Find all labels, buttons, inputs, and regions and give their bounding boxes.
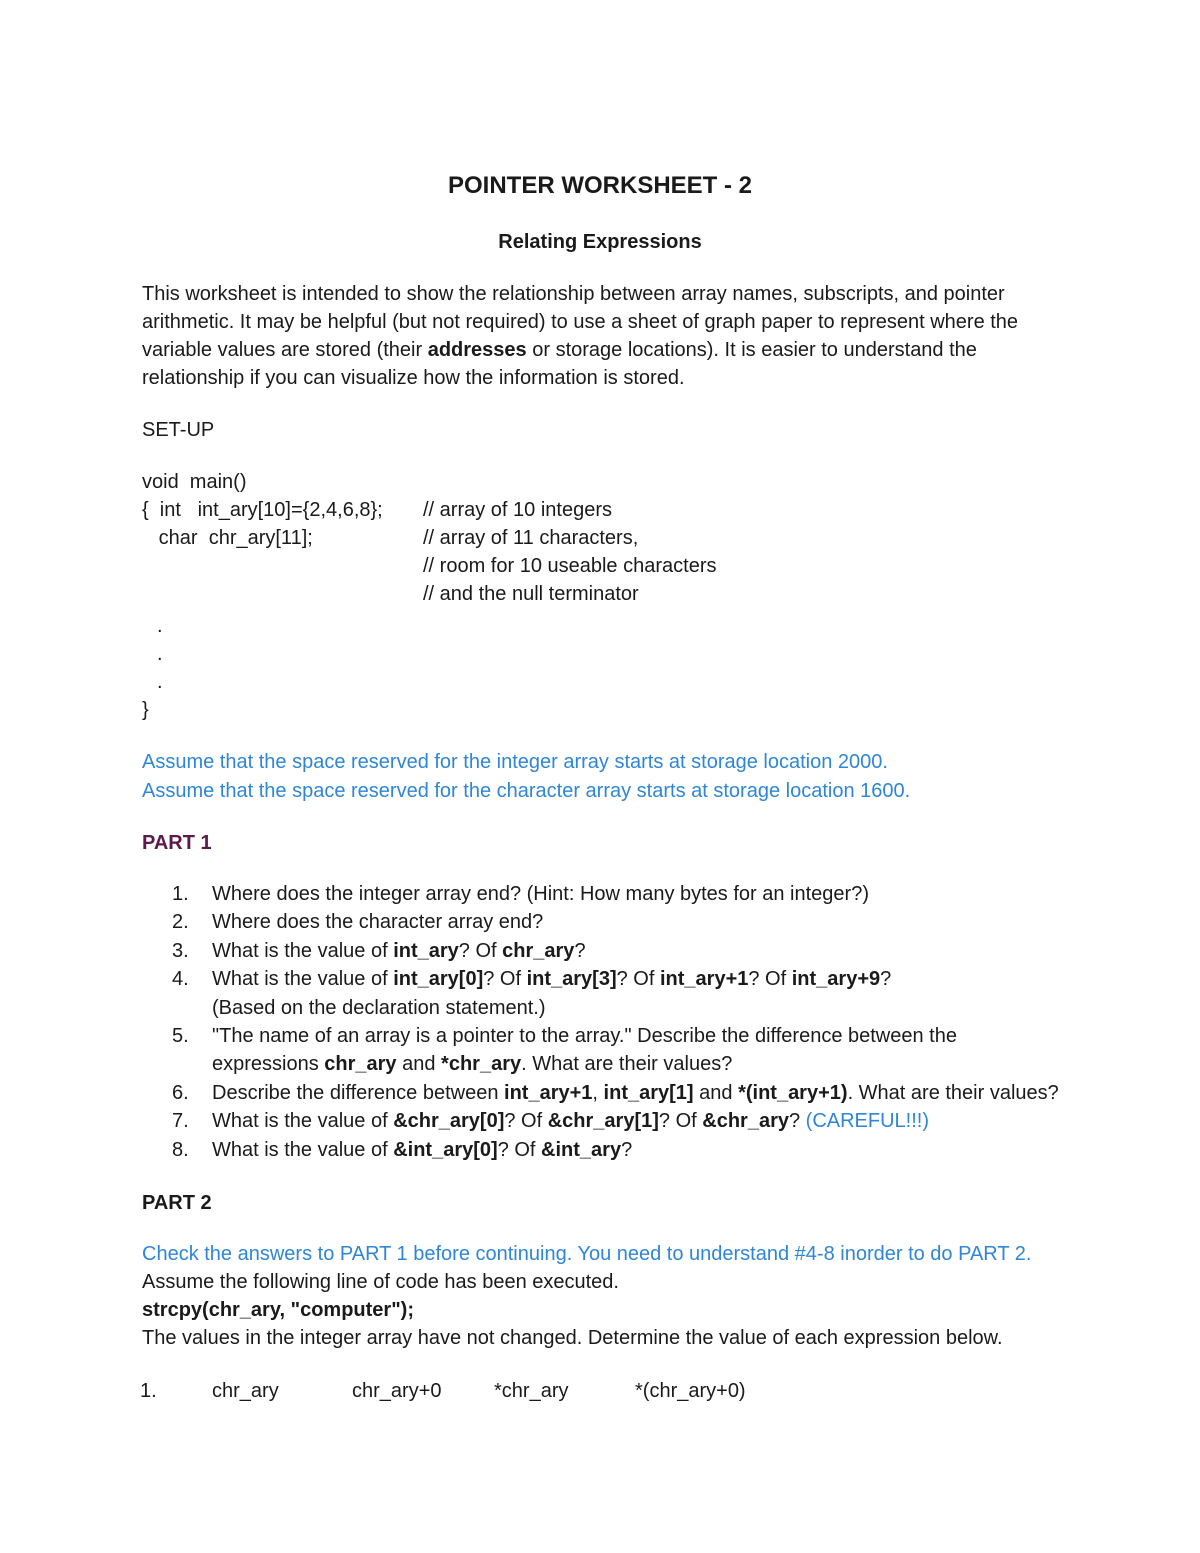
intro-line-3 bbox=[142, 336, 977, 364]
question-number: 2. bbox=[172, 911, 189, 933]
part2-expression: chr_ary bbox=[212, 1380, 279, 1402]
question-6 bbox=[212, 1079, 1059, 1107]
question-text: What is the value of bbox=[212, 940, 394, 962]
question-text: ? Of bbox=[616, 968, 660, 990]
question-text: &chr_ary[0] bbox=[393, 1110, 505, 1132]
question-3 bbox=[212, 937, 586, 965]
code-comment: // array of 11 characters, bbox=[423, 527, 639, 549]
intro-emphasis: addresses bbox=[427, 339, 527, 361]
code-line: void main() bbox=[142, 471, 247, 493]
question-text: ? bbox=[621, 1139, 633, 1161]
intro-text: or storage locations). It is easier to understand the bbox=[526, 339, 977, 361]
page-title: POINTER WORKSHEET - 2 bbox=[447, 172, 753, 199]
code-comment: // room for 10 useable characters bbox=[423, 555, 717, 577]
question-text: What is the value of bbox=[212, 1110, 394, 1132]
question-text: Describe the difference between bbox=[212, 1082, 505, 1104]
part2-instruction: Assume the following line of code has been executed. bbox=[142, 1271, 619, 1293]
page-subtitle: Relating Expressions bbox=[498, 231, 702, 253]
question-text: and bbox=[396, 1053, 442, 1075]
question-text: . What are their values? bbox=[521, 1053, 733, 1075]
question-5-continued bbox=[212, 1050, 732, 1078]
question-text: int_ary+1 bbox=[659, 968, 749, 990]
question-text: "The name of an array is a pointer to the array." Describe the difference between the bbox=[212, 1025, 957, 1047]
question-number: 6. bbox=[172, 1082, 189, 1104]
question-text: ? Of bbox=[658, 1110, 703, 1132]
assumption-integer: Assume that the space reserved for the integer array starts at storage location 2000. bbox=[142, 751, 888, 773]
question-text: &int_ary bbox=[541, 1139, 622, 1161]
question-text: int_ary[3] bbox=[526, 968, 617, 990]
question-8 bbox=[212, 1136, 632, 1164]
question-number: 4. bbox=[172, 968, 189, 990]
code-line: { int int_ary[10]={2,4,6,8}; bbox=[142, 499, 383, 521]
question-text: (CAREFUL!!!) bbox=[805, 1110, 930, 1132]
question-text: expressions bbox=[212, 1053, 325, 1075]
part1-heading: PART 1 bbox=[142, 832, 212, 854]
part2-note: Check the answers to PART 1 before continuing. You need to understand #4-8 inorder to do PART 2. bbox=[142, 1243, 1032, 1265]
question-text: , bbox=[592, 1082, 604, 1104]
question-text: int_ary+1 bbox=[504, 1082, 593, 1104]
question-5 bbox=[212, 1022, 957, 1050]
question-text: What is the value of bbox=[212, 968, 394, 990]
question-number: 5. bbox=[172, 1025, 189, 1047]
question-text: chr_ary bbox=[324, 1053, 397, 1075]
question-text: ? Of bbox=[504, 1110, 548, 1132]
question-text: ? bbox=[880, 968, 892, 990]
question-text: ? Of bbox=[748, 968, 792, 990]
intro-line-4: relationship if you can visualize how the information is stored. bbox=[142, 367, 685, 389]
question-text: int_ary[0] bbox=[393, 968, 484, 990]
question-text: ? bbox=[788, 1110, 806, 1132]
question-number: 7. bbox=[172, 1110, 189, 1132]
question-text: ? Of bbox=[458, 940, 503, 962]
code-line: char chr_ary[11]; bbox=[142, 527, 313, 549]
question-text: . What are their values? bbox=[847, 1082, 1059, 1104]
assumption-character: Assume that the space reserved for the character array starts at storage location 1600. bbox=[142, 780, 911, 802]
code-ellipsis-dot: . bbox=[157, 615, 163, 637]
question-text: chr_ary bbox=[502, 940, 575, 962]
question-text: &chr_ary bbox=[702, 1110, 789, 1132]
question-text: *chr_ary bbox=[441, 1053, 522, 1075]
part2-row-number: 1. bbox=[140, 1380, 157, 1402]
question-text: and bbox=[693, 1082, 739, 1104]
question-number: 3. bbox=[172, 940, 189, 962]
question-text: ? Of bbox=[483, 968, 527, 990]
question-4-continued bbox=[212, 994, 546, 1022]
question-text: *(int_ary+1) bbox=[738, 1082, 848, 1104]
intro-text: variable values are stored (their bbox=[142, 339, 428, 361]
part2-heading: PART 2 bbox=[142, 1192, 212, 1214]
question-7 bbox=[212, 1107, 929, 1135]
code-ellipsis-dot: . bbox=[157, 643, 163, 665]
question-4 bbox=[212, 965, 891, 993]
question-text: Where does the integer array end? (Hint: How many bytes for an integer?) bbox=[212, 883, 869, 905]
intro-line-2: arithmetic. It may be helpful (but not required) to use a sheet of graph paper to represent where the bbox=[142, 311, 1019, 333]
part2-instruction-2: The values in the integer array have not changed. Determine the value of each expression below. bbox=[142, 1327, 1003, 1349]
part2-expression: *(chr_ary+0) bbox=[635, 1380, 746, 1402]
code-ellipsis-dot: . bbox=[157, 671, 163, 693]
question-text: What is the value of bbox=[212, 1139, 394, 1161]
part2-expression: *chr_ary bbox=[494, 1380, 569, 1402]
code-closing-brace: } bbox=[142, 699, 149, 721]
question-text: int_ary bbox=[393, 940, 459, 962]
code-comment: // and the null terminator bbox=[423, 583, 639, 605]
question-text: Where does the character array end? bbox=[212, 911, 544, 933]
code-comment: // array of 10 integers bbox=[423, 499, 612, 521]
setup-heading: SET-UP bbox=[142, 419, 215, 441]
question-text: &chr_ary[1] bbox=[547, 1110, 659, 1132]
question-text: &int_ary[0] bbox=[393, 1139, 498, 1161]
question-text: ? Of bbox=[497, 1139, 542, 1161]
question-text: int_ary+9 bbox=[791, 968, 881, 990]
question-1 bbox=[212, 880, 869, 908]
question-text: int_ary[1] bbox=[603, 1082, 694, 1104]
question-text: (Based on the declaration statement.) bbox=[212, 997, 546, 1019]
question-text: ? bbox=[574, 940, 586, 962]
question-number: 8. bbox=[172, 1139, 189, 1161]
part2-code: strcpy(chr_ary, "computer"); bbox=[142, 1299, 415, 1321]
question-number: 1. bbox=[172, 883, 189, 905]
intro-line-1: This worksheet is intended to show the relationship between array names, subscripts, and pointer bbox=[142, 283, 1005, 305]
question-2 bbox=[212, 908, 543, 936]
part2-expression: chr_ary+0 bbox=[352, 1380, 442, 1402]
